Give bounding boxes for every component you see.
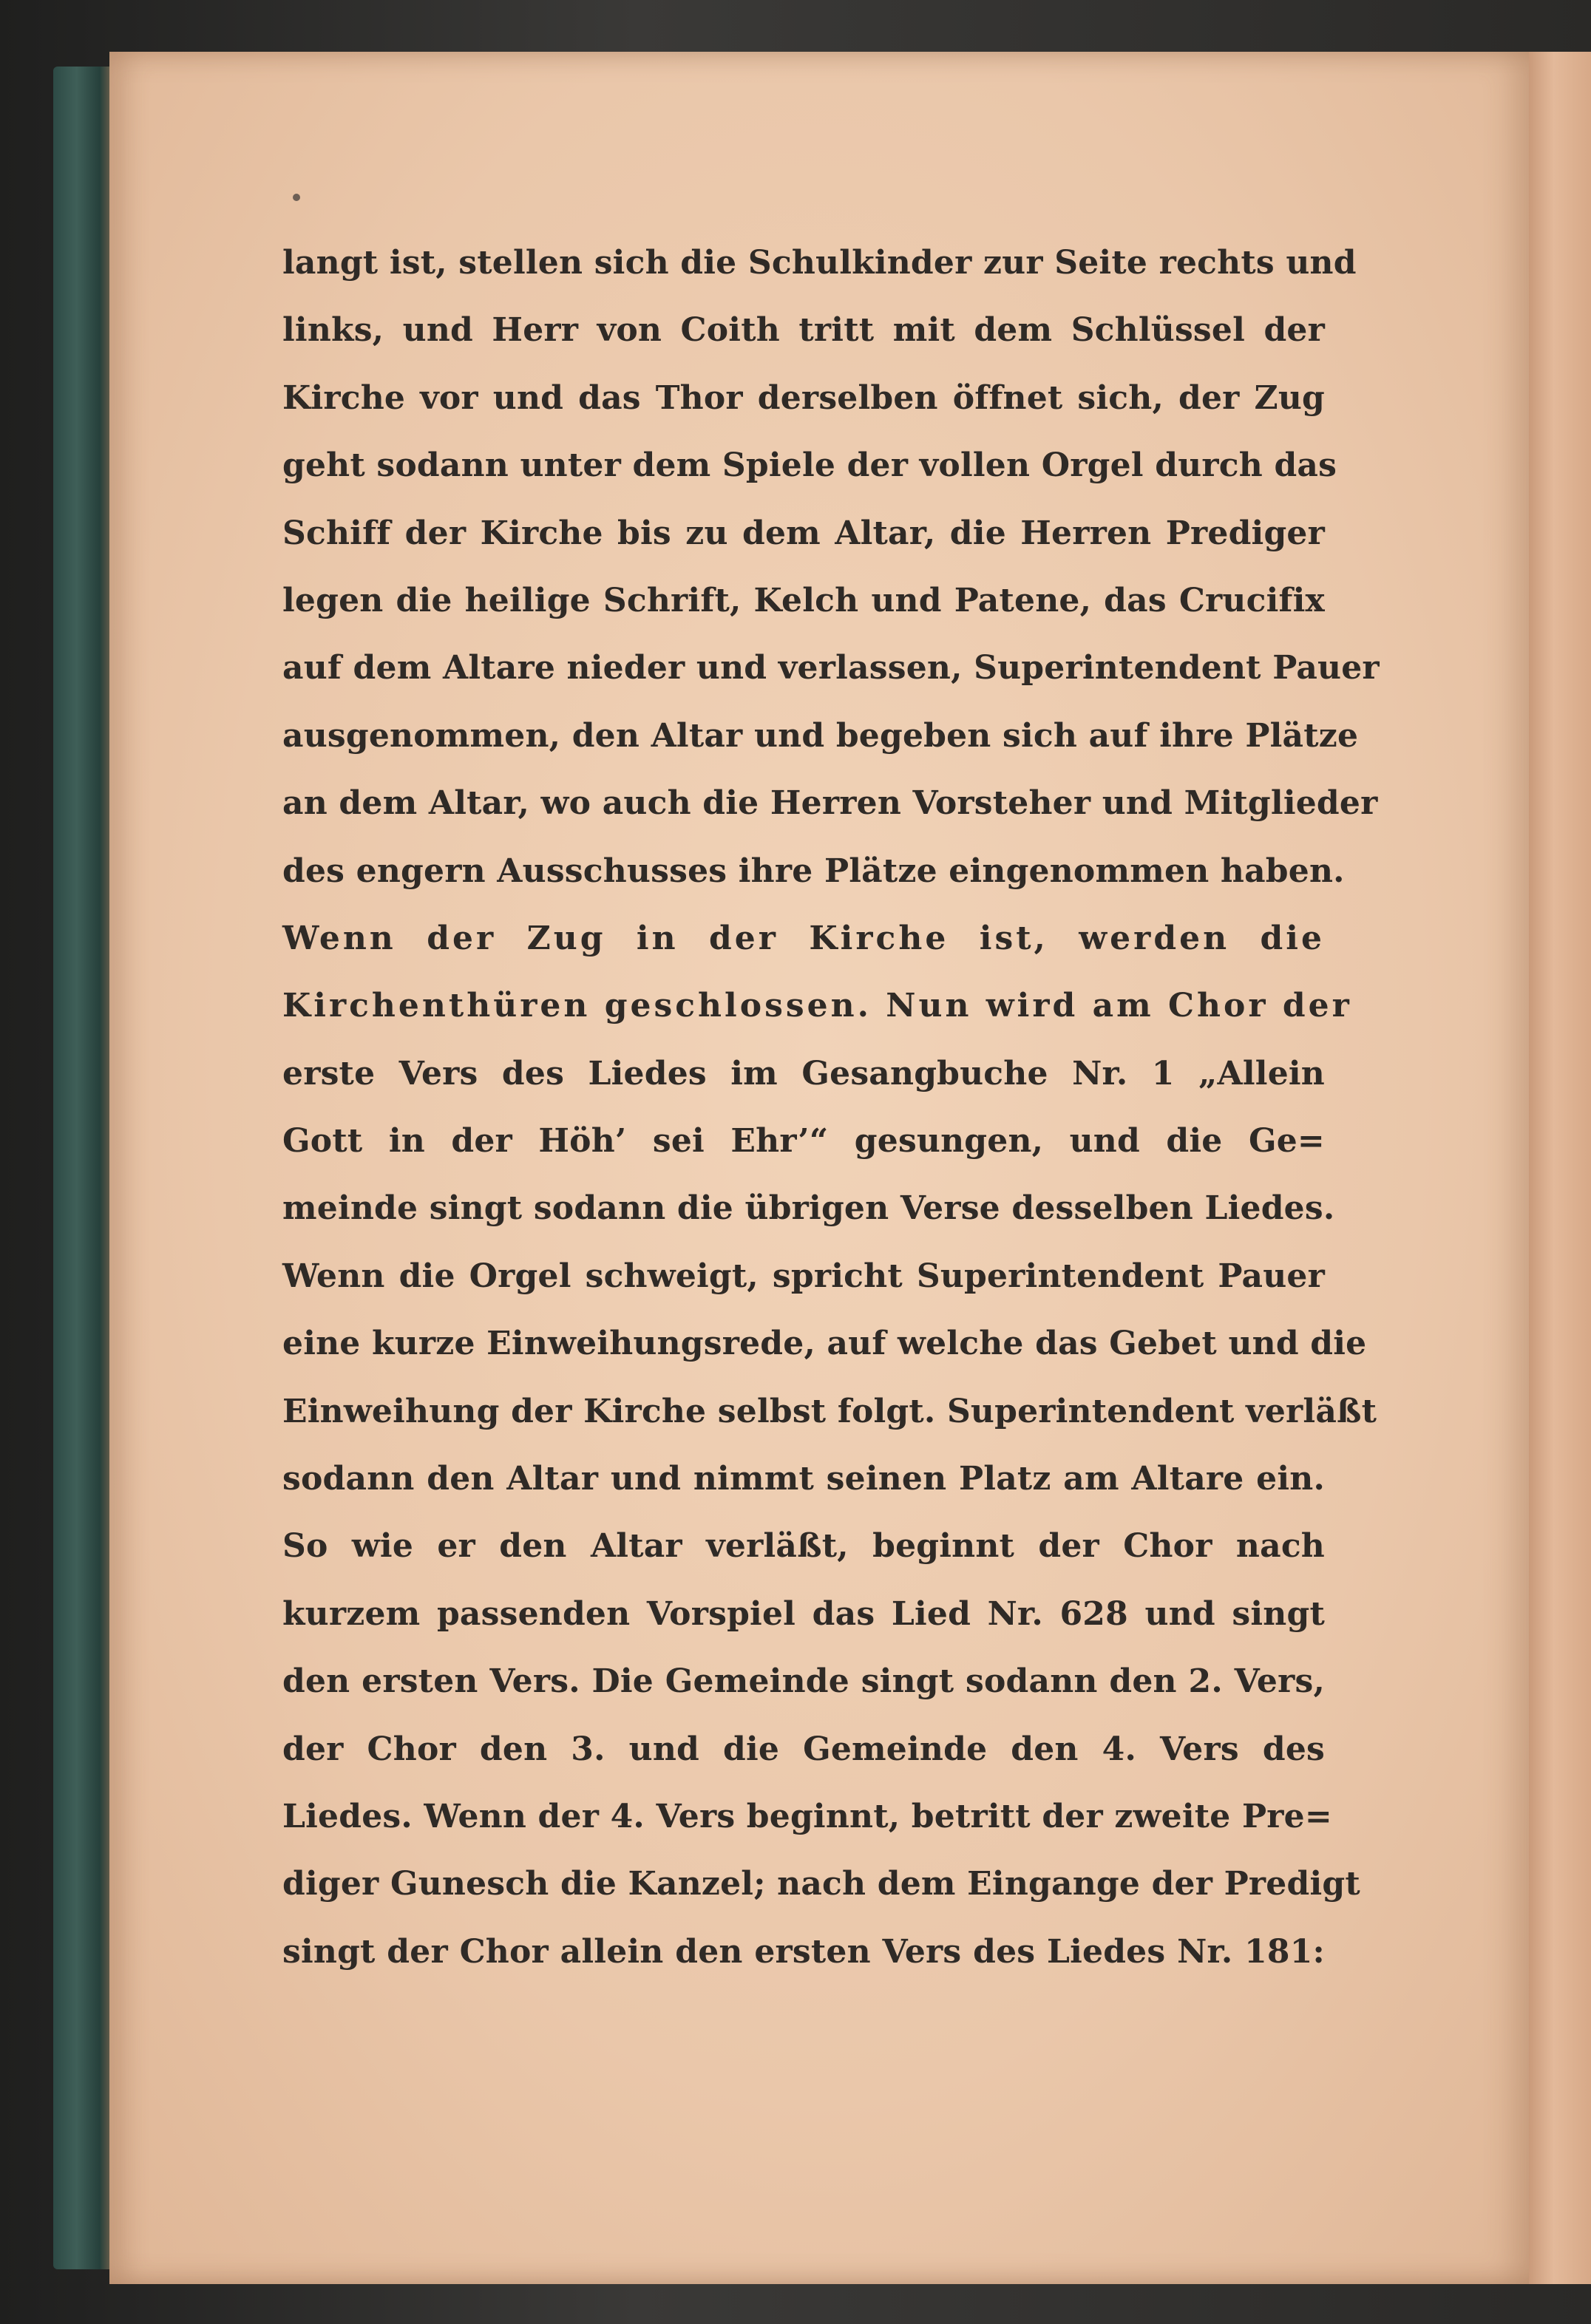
text-line: der Chor den 3. und die Gemeinde den 4. Vers des — [282, 1730, 1325, 1768]
text-line: singt der Chor allein den ersten Vers des Liedes Nr. 181: — [282, 1932, 1325, 1971]
text-line: Kirche vor und das Thor derselben öffnet sich, der Zug — [282, 378, 1325, 417]
text-line: Liedes. Wenn der 4. Vers beginnt, betritt der zweite Pre= — [282, 1797, 1332, 1835]
text-line: Schiff der Kirche bis zu dem Altar, die Herren Prediger — [282, 514, 1325, 552]
text-line: geht sodann unter dem Spiele der vollen Orgel durch das — [282, 446, 1337, 485]
text-line: Kirchenthüren geschlossen. Nun wird am Chor der — [282, 987, 1352, 1025]
text-line: Wenn der Zug in der Kirche ist, werden die — [282, 919, 1325, 957]
ink-dot — [293, 194, 300, 201]
text-line: Wenn die Orgel schweigt, spricht Superintendent Pauer — [282, 1257, 1325, 1295]
text-line: an dem Altar, wo auch die Herren Vorsteher und Mitglieder — [282, 784, 1378, 823]
text-line: kurzem passenden Vorspiel das Lied Nr. 628 und singt — [282, 1594, 1325, 1633]
facing-page-edge — [1529, 52, 1591, 2284]
text-line: auf dem Altare nieder und verlassen, Superintendent Pauer — [282, 649, 1380, 687]
page-body-text — [282, 229, 1380, 1985]
text-line: des engern Ausschusses ihre Plätze eingenommen haben. — [282, 852, 1345, 890]
text-line: links, und Herr von Coith tritt mit dem Schlüssel der — [282, 311, 1325, 350]
text-line: diger Gunesch die Kanzel; nach dem Eingange der Predigt — [282, 1865, 1360, 1903]
text-line: Einweihung der Kirche selbst folgt. Superintendent verläßt — [282, 1392, 1377, 1430]
text-line: ausgenommen, den Altar und begeben sich auf ihre Plätze — [282, 716, 1359, 755]
text-line: eine kurze Einweihungsrede, auf welche das Gebet und die — [282, 1325, 1367, 1363]
text-line: sodann den Altar und nimmt seinen Platz am Altare ein. — [282, 1460, 1325, 1498]
text-line: langt ist, stellen sich die Schulkinder zur Seite rechts und — [282, 244, 1357, 282]
text-line: So wie er den Altar verläßt, beginnt der Chor nach — [282, 1527, 1325, 1566]
text-line: meinde singt sodann die übrigen Verse desselben Liedes. — [282, 1189, 1335, 1228]
text-line: Gott in der Höh’ sei Ehr’“ gesungen, und die Ge= — [282, 1122, 1325, 1161]
text-line: erste Vers des Liedes im Gesangbuche Nr. 1 „Allein — [282, 1054, 1325, 1093]
text-line: legen die heilige Schrift, Kelch und Patene, das Crucifix — [282, 581, 1325, 619]
text-line: den ersten Vers. Die Gemeinde singt sodann den 2. Vers, — [282, 1662, 1325, 1701]
